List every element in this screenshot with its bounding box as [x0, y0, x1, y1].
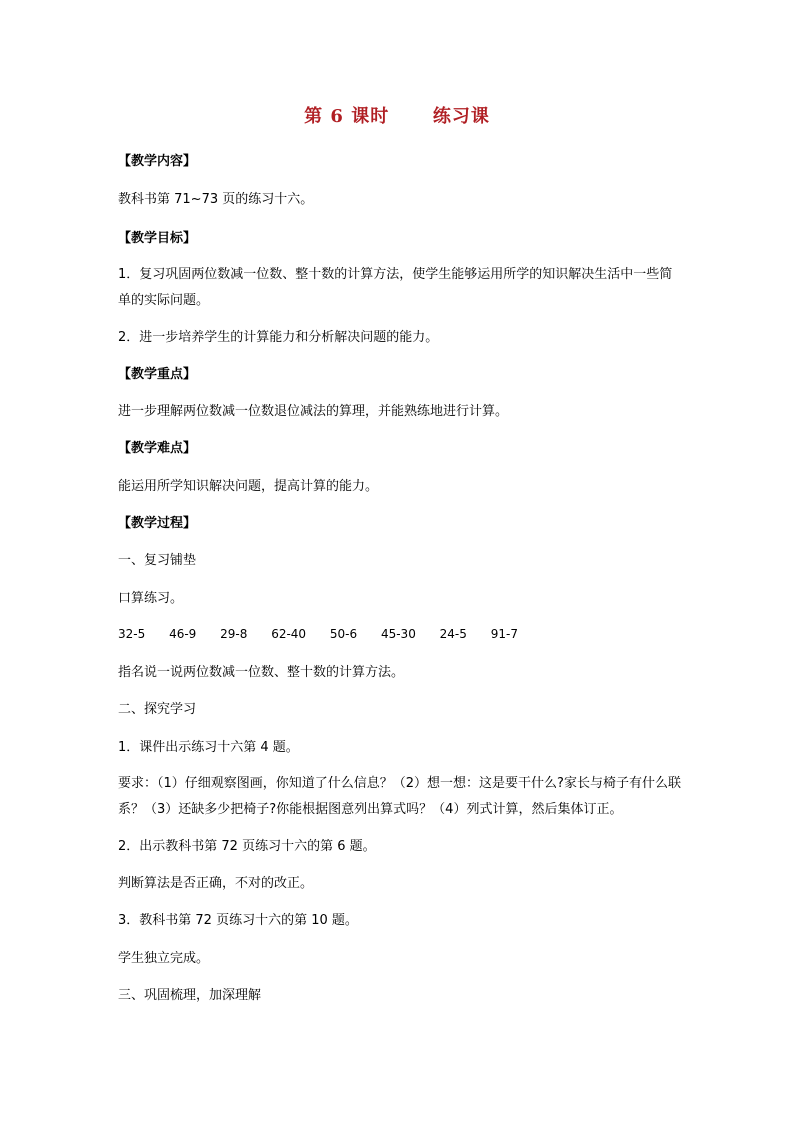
oral-item: 32-5: [118, 627, 146, 641]
part-2: 二、探究学习: [118, 702, 197, 717]
goals-heading: 【教学目标】: [118, 231, 197, 246]
goal-2: 2．进一步培养学生的计算能力和分析解决问题的能力。: [118, 330, 439, 345]
oral-item: 62-40: [271, 627, 307, 641]
step-2: 2．出示教科书第 72 页练习十六的第 6 题。: [118, 839, 376, 854]
step-2-text: 判断算法是否正确，不对的改正。: [118, 876, 314, 891]
page-title: 第 6 课时 练习课: [304, 106, 490, 127]
oral-items-row: [118, 627, 538, 641]
oral-item: 29-8: [220, 627, 248, 641]
step-3-text: 学生独立完成。: [118, 951, 210, 966]
key-text: 进一步理解两位数减一位数退位减法的算理，并能熟练地进行计算。: [118, 404, 509, 419]
goal-1: 1．复习巩固两位数减一位数、整十数的计算方法，使学生能够运用所学的知识解决生活中一些简单的实际问题。: [118, 267, 673, 308]
step-1: 1．课件出示练习十六第 4 题。: [118, 740, 299, 755]
content-heading: 【教学内容】: [118, 154, 197, 169]
key-heading: 【教学重点】: [118, 367, 197, 382]
oral-practice: 口算练习。: [118, 591, 184, 606]
part-3: 三、巩固梳理，加深理解: [118, 988, 262, 1003]
part-1: 一、复习铺垫: [118, 553, 197, 568]
oral-instruction: 指名说一说两位数减一位数、整十数的计算方法。: [118, 665, 405, 680]
step-1-requirement: 要求：（1）仔细观察图画，你知道了什么信息？（2）想一想：这是要干什么?家长与椅子有什么联系？（3）还缺多少把椅子?你能根据图意列出算式吗？（4）列式计算，然后集体订正。: [118, 776, 681, 817]
oral-item: 46-9: [169, 627, 197, 641]
step-3: 3．教科书第 72 页练习十六的第 10 题。: [118, 913, 358, 928]
difficulty-text: 能运用所学知识解决问题，提高计算的能力。: [118, 479, 379, 494]
oral-item: 45-30: [380, 627, 416, 641]
oral-item: 50-6: [329, 627, 358, 641]
process-heading: 【教学过程】: [118, 516, 197, 531]
oral-item: 24-5: [439, 627, 467, 641]
oral-item: 91-7: [490, 627, 518, 641]
difficulty-heading: 【教学难点】: [118, 441, 197, 456]
content-text: 教科书第 71~73 页的练习十六。: [118, 192, 314, 207]
